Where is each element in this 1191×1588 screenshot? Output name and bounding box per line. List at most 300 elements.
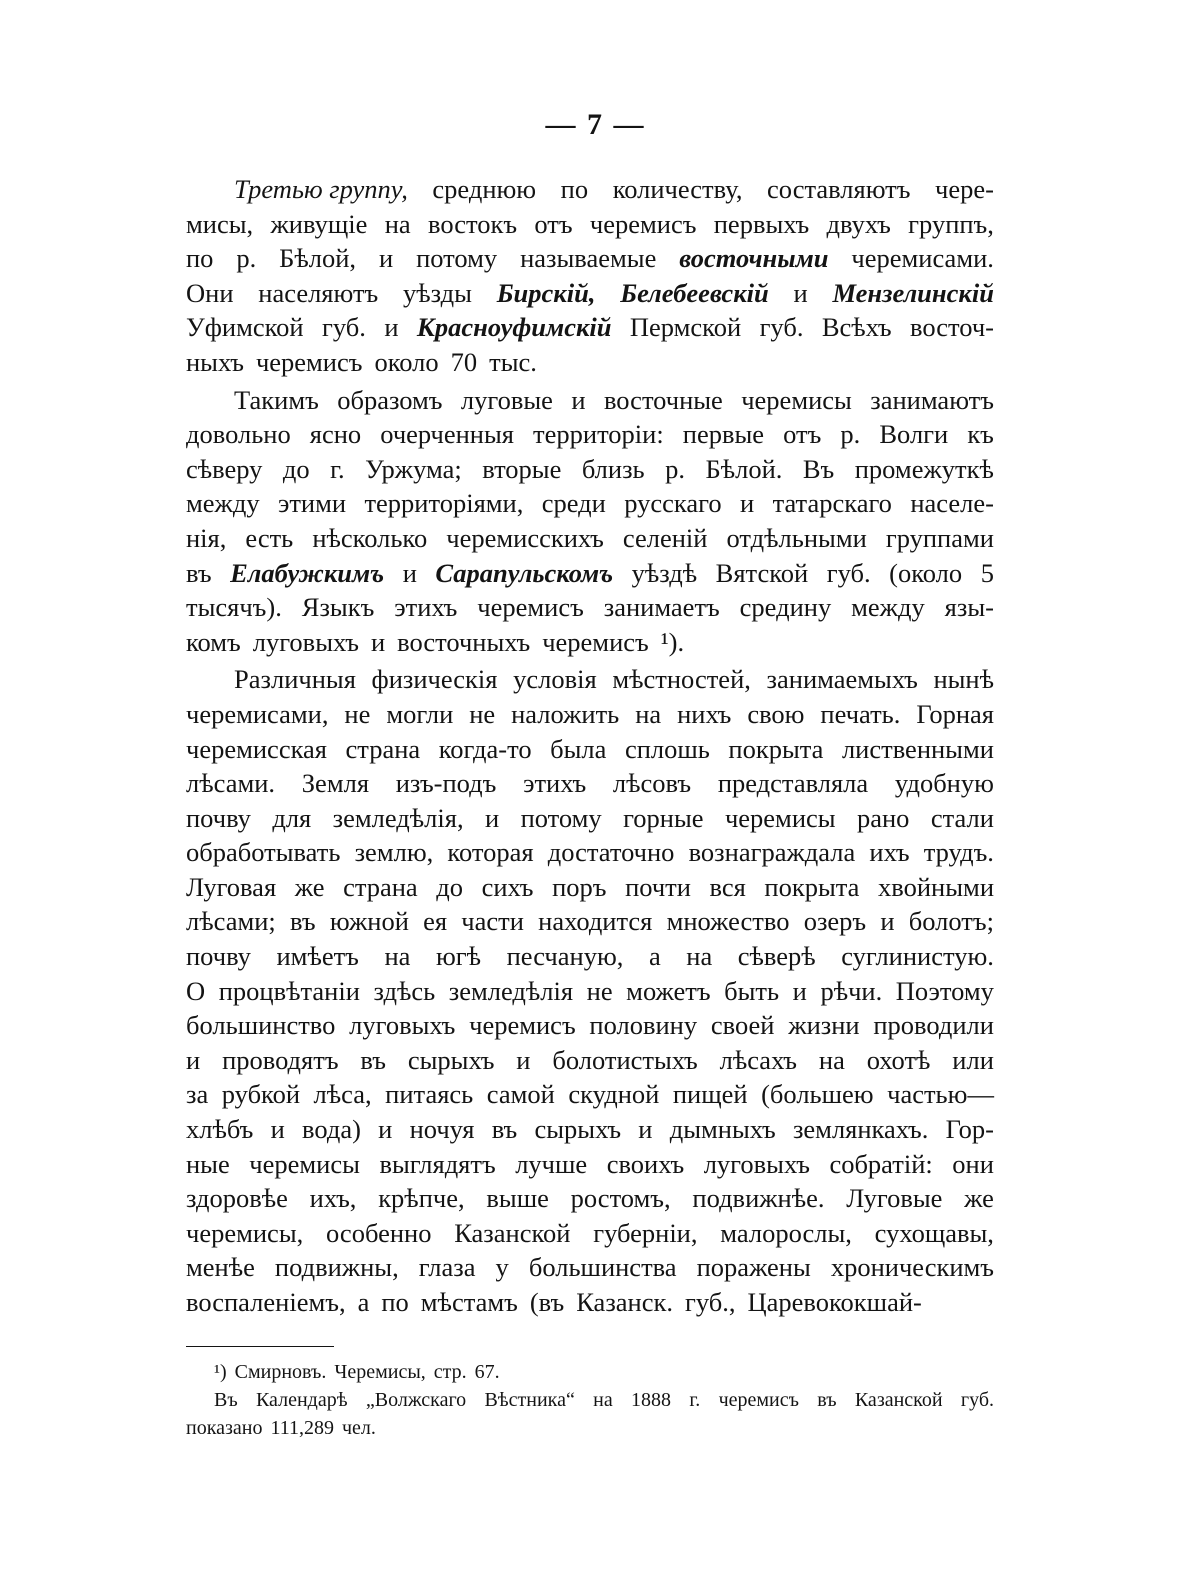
word: отъ bbox=[534, 208, 573, 239]
footnote-word: Смирновъ. bbox=[234, 1361, 327, 1383]
word: же bbox=[964, 1183, 994, 1214]
word: довольно bbox=[186, 419, 291, 450]
word: не bbox=[469, 698, 496, 729]
word: и bbox=[186, 1044, 201, 1075]
word: земледѣлія, bbox=[332, 802, 464, 833]
word: рубкой bbox=[221, 1079, 301, 1110]
word: черемисская bbox=[186, 733, 328, 764]
text-line bbox=[186, 590, 994, 625]
word: частью— bbox=[887, 1079, 994, 1110]
word: очерченныя bbox=[380, 419, 514, 450]
word: покрыта bbox=[728, 733, 824, 764]
word: рано bbox=[856, 802, 910, 833]
word: вода) bbox=[302, 1114, 361, 1145]
word: и bbox=[638, 1114, 653, 1145]
word: поражены bbox=[696, 1252, 811, 1283]
word: по bbox=[560, 174, 589, 204]
word: черемисъ bbox=[477, 592, 584, 623]
word: нихъ bbox=[677, 698, 732, 729]
word: изъ-подъ bbox=[395, 768, 497, 799]
word: губ. bbox=[322, 312, 366, 343]
text-line bbox=[186, 556, 994, 591]
word: черемисы bbox=[249, 1148, 360, 1179]
text-line bbox=[186, 1147, 994, 1182]
word: потому bbox=[416, 243, 498, 274]
word: Луговые bbox=[846, 1183, 943, 1214]
word: процвѣтаніи bbox=[218, 975, 360, 1006]
word: сырыхъ bbox=[534, 1114, 622, 1145]
word: Поэтому bbox=[895, 975, 994, 1006]
word: въ bbox=[186, 557, 212, 588]
word: песчаную, bbox=[506, 941, 624, 972]
word: Бѣлой, bbox=[279, 243, 357, 274]
word: ихъ bbox=[869, 837, 910, 868]
word: образомъ bbox=[337, 384, 443, 415]
text-line bbox=[186, 1112, 994, 1147]
word: глаза bbox=[418, 1252, 476, 1283]
footnote-word: 67. bbox=[474, 1361, 500, 1383]
word: они bbox=[952, 1148, 994, 1179]
footnote-divider bbox=[186, 1346, 334, 1347]
word: стали bbox=[930, 802, 994, 833]
word: Луговая bbox=[186, 871, 277, 902]
word: 70 bbox=[450, 346, 478, 377]
word: проводили bbox=[873, 1010, 994, 1041]
text-line bbox=[186, 1181, 994, 1216]
footnote-word: въ bbox=[817, 1389, 837, 1411]
word: питаясь bbox=[385, 1079, 474, 1110]
word: восточныхъ bbox=[397, 626, 531, 657]
word: р. bbox=[840, 419, 861, 450]
text-line bbox=[186, 1043, 994, 1078]
paragraph bbox=[186, 662, 994, 1319]
word: же bbox=[294, 871, 325, 902]
word: живущіе bbox=[270, 208, 368, 239]
text-line bbox=[186, 870, 994, 905]
word: Уржума; bbox=[365, 453, 462, 484]
word: малорослы, bbox=[720, 1217, 852, 1248]
word: луговыхъ bbox=[703, 1148, 810, 1179]
word: Белебеевскій bbox=[620, 277, 769, 308]
word: г. bbox=[330, 453, 345, 484]
word: на bbox=[384, 941, 411, 972]
word: восточными bbox=[679, 243, 829, 274]
word: мѣстностей, bbox=[612, 664, 751, 695]
footnotes bbox=[186, 1358, 994, 1442]
word: могли bbox=[386, 698, 454, 729]
word: ные bbox=[186, 1148, 230, 1179]
word: Они bbox=[186, 277, 234, 308]
word: уѣзды bbox=[403, 277, 472, 308]
word: по bbox=[186, 243, 214, 274]
word: ночуя bbox=[409, 1114, 475, 1145]
word: дымныхъ bbox=[669, 1114, 776, 1145]
word: 5 bbox=[980, 557, 994, 588]
word: Мензелинскій bbox=[832, 277, 994, 308]
word: не bbox=[586, 975, 613, 1006]
word: губ. bbox=[759, 312, 804, 343]
word: а bbox=[357, 1287, 370, 1317]
footnote-word: показано bbox=[186, 1417, 263, 1439]
word: Красноуфимскій bbox=[416, 312, 612, 343]
word: чере- bbox=[935, 174, 994, 204]
word: вся bbox=[709, 871, 746, 902]
word: на bbox=[384, 208, 411, 239]
word: крѣпче, bbox=[378, 1183, 465, 1214]
footnote-word: ¹) bbox=[214, 1361, 227, 1383]
footnote-word: стр. bbox=[433, 1361, 467, 1383]
word: лучше bbox=[515, 1148, 588, 1179]
word: первые bbox=[682, 419, 765, 450]
text-line bbox=[186, 697, 994, 732]
word: ныхъ bbox=[186, 346, 244, 377]
word: быть bbox=[724, 975, 780, 1006]
word: черемисъ bbox=[469, 1010, 576, 1041]
word: Третью группу, bbox=[234, 174, 408, 204]
word: покрыта bbox=[764, 871, 860, 902]
word: занимаемыхъ bbox=[766, 664, 918, 695]
word: луговые bbox=[460, 384, 553, 415]
footnote-word: 111,289 bbox=[270, 1417, 334, 1439]
word: болотистыхъ bbox=[552, 1044, 698, 1075]
word: двухъ bbox=[826, 208, 891, 239]
text-line bbox=[186, 662, 994, 697]
word: (въ bbox=[529, 1287, 565, 1317]
word: не bbox=[344, 698, 371, 729]
word: выглядятъ bbox=[379, 1148, 496, 1179]
word: вознаграждала bbox=[688, 837, 856, 868]
word: Въ bbox=[802, 453, 835, 484]
word: губ., bbox=[685, 1287, 736, 1317]
word: находится bbox=[538, 906, 653, 937]
word: когда-то bbox=[438, 733, 532, 764]
word: вторые bbox=[482, 453, 562, 484]
word: большинства bbox=[528, 1252, 677, 1283]
word: условія bbox=[513, 664, 597, 695]
text-line bbox=[186, 1414, 994, 1442]
text-line bbox=[186, 1285, 994, 1320]
word: Елабужкимъ bbox=[230, 557, 385, 588]
word: почву bbox=[186, 941, 251, 972]
footnote-word: губ. bbox=[960, 1389, 994, 1411]
text-line bbox=[186, 207, 994, 242]
word: здѣсь bbox=[373, 975, 436, 1006]
footnote-word: Казанской bbox=[854, 1389, 943, 1411]
word: и bbox=[270, 1114, 285, 1145]
word: восточные bbox=[603, 384, 723, 415]
word: Казанск. bbox=[576, 1287, 673, 1317]
word: по bbox=[381, 1287, 409, 1317]
word: Языкъ bbox=[301, 592, 375, 623]
word: Пермской bbox=[629, 312, 742, 343]
word: хлѣбъ bbox=[186, 1114, 254, 1145]
word: ихъ, bbox=[309, 1183, 357, 1214]
text-line bbox=[186, 310, 994, 345]
word: занимаютъ bbox=[870, 384, 994, 415]
word: и bbox=[880, 906, 895, 937]
word: черемисы bbox=[724, 802, 836, 833]
text-line bbox=[186, 1077, 994, 1112]
word: обработывать bbox=[186, 837, 341, 868]
word: есть bbox=[245, 522, 294, 553]
word: свою bbox=[747, 698, 805, 729]
text-line bbox=[186, 417, 994, 452]
word: въ bbox=[491, 1114, 518, 1145]
word: отъ bbox=[783, 419, 822, 450]
word: за bbox=[186, 1079, 209, 1110]
word: которая bbox=[447, 837, 534, 868]
text-line bbox=[186, 1358, 994, 1386]
word: и bbox=[571, 384, 586, 415]
word: Уфимской bbox=[186, 312, 304, 343]
word: югѣ bbox=[435, 941, 482, 972]
word: р. bbox=[236, 243, 257, 274]
word: большинство bbox=[186, 1010, 336, 1041]
word: и bbox=[378, 1114, 393, 1145]
word: мисы, bbox=[186, 208, 254, 239]
word: первыхъ bbox=[713, 208, 810, 239]
word: и bbox=[484, 802, 500, 833]
word: подвижнѣе. bbox=[692, 1183, 825, 1214]
word: особенно bbox=[326, 1217, 432, 1248]
word: (большею bbox=[761, 1079, 874, 1110]
word: количеству, bbox=[612, 174, 743, 204]
paragraph bbox=[186, 172, 994, 380]
word: землю, bbox=[354, 837, 434, 868]
word: можетъ bbox=[626, 975, 711, 1006]
word: проводятъ bbox=[222, 1044, 339, 1075]
word: къ bbox=[967, 419, 994, 450]
word: поръ bbox=[552, 871, 607, 902]
word: около bbox=[374, 346, 439, 377]
word: территоріи: bbox=[533, 419, 664, 450]
word: скудной bbox=[568, 1079, 660, 1110]
word: тысячъ). bbox=[186, 592, 282, 623]
word: половину bbox=[589, 1010, 698, 1041]
word: озеръ bbox=[803, 906, 867, 937]
word: Земля bbox=[301, 768, 370, 799]
word: губерніи, bbox=[593, 1217, 698, 1248]
word: черемисами. bbox=[851, 243, 994, 274]
word: въ bbox=[290, 906, 316, 937]
word: ¹). bbox=[660, 626, 685, 657]
word: территоріями, bbox=[364, 488, 524, 519]
word: потому bbox=[520, 802, 602, 833]
footnote-word: 1888 bbox=[631, 1389, 672, 1411]
word: этихъ bbox=[394, 592, 458, 623]
word: болотъ; bbox=[908, 906, 994, 937]
text-line bbox=[186, 1386, 994, 1414]
word: была bbox=[550, 733, 607, 764]
word: Царевококшай- bbox=[747, 1287, 922, 1317]
text-line bbox=[186, 241, 994, 276]
word: лѣса, bbox=[313, 1079, 372, 1110]
footnote-word: черемисъ bbox=[718, 1389, 799, 1411]
word: до bbox=[282, 453, 310, 484]
word: хроническимъ bbox=[830, 1252, 994, 1283]
word: у bbox=[495, 1252, 509, 1283]
word: или bbox=[952, 1044, 994, 1075]
word: рѣчи. bbox=[820, 975, 883, 1006]
word: страна bbox=[343, 871, 418, 902]
word: и bbox=[739, 488, 755, 519]
word: здоровѣе bbox=[186, 1183, 288, 1214]
text-line bbox=[186, 801, 994, 836]
word: страна bbox=[345, 733, 421, 764]
word: селеній bbox=[622, 522, 708, 553]
word: своихъ bbox=[606, 1148, 685, 1179]
word: трудъ. bbox=[923, 837, 994, 868]
word: Волги bbox=[879, 419, 949, 450]
word: сырыхъ bbox=[407, 1044, 495, 1075]
word: нѣсколько bbox=[312, 522, 428, 553]
word: Казанской bbox=[454, 1217, 571, 1248]
footnote-word: чел. bbox=[342, 1417, 376, 1439]
word: востокъ bbox=[427, 208, 518, 239]
word: близь bbox=[581, 453, 645, 484]
word: нія, bbox=[186, 522, 227, 553]
word: собратій: bbox=[829, 1148, 933, 1179]
word: луговыхъ bbox=[349, 1010, 456, 1041]
word: между bbox=[186, 488, 260, 519]
word: тыс. bbox=[489, 346, 537, 377]
text-line bbox=[186, 625, 994, 660]
text-line bbox=[186, 383, 994, 418]
word: Горная bbox=[916, 698, 994, 729]
word: менѣе bbox=[186, 1252, 255, 1283]
word: группъ, bbox=[908, 208, 994, 239]
word: среднюю bbox=[432, 174, 537, 204]
word: средину bbox=[739, 592, 832, 623]
word: промежуткѣ bbox=[854, 453, 994, 484]
word: до bbox=[436, 871, 464, 902]
text-line bbox=[186, 835, 994, 870]
word: Бѣлой. bbox=[705, 453, 783, 484]
word: черемисъ bbox=[542, 626, 649, 657]
word: представляла bbox=[717, 768, 869, 799]
word: воспаленіемъ, bbox=[186, 1287, 346, 1317]
word: Такимъ bbox=[234, 384, 319, 415]
word: (около bbox=[889, 557, 963, 588]
word: Всѣхъ bbox=[821, 312, 892, 343]
word: почву bbox=[186, 802, 251, 833]
word: и bbox=[384, 312, 399, 343]
text-line bbox=[186, 1216, 994, 1251]
word: этихъ bbox=[523, 768, 587, 799]
word: составляютъ bbox=[767, 174, 911, 204]
word: Вятской bbox=[715, 557, 809, 588]
word: хвойными bbox=[878, 871, 994, 902]
word: наложить bbox=[511, 698, 620, 729]
word: Сарапульскомъ bbox=[435, 557, 614, 588]
body-text bbox=[186, 172, 994, 1320]
page-number: — 7 — bbox=[545, 108, 646, 141]
word: комъ bbox=[186, 626, 241, 657]
word: черемисы bbox=[741, 384, 852, 415]
word: на bbox=[635, 698, 662, 729]
word: части bbox=[461, 906, 524, 937]
word: на bbox=[818, 1044, 845, 1075]
word: населе- bbox=[910, 488, 994, 519]
word: сѣверу bbox=[186, 453, 263, 484]
word: и bbox=[370, 626, 386, 657]
word: лѣсахъ bbox=[719, 1044, 798, 1075]
word: ясно bbox=[309, 419, 362, 450]
footnote-word: Въ bbox=[214, 1389, 238, 1411]
word: и bbox=[792, 975, 807, 1006]
word: среди bbox=[541, 488, 606, 519]
word: физическія bbox=[371, 664, 498, 695]
text-line bbox=[186, 486, 994, 521]
word: и bbox=[378, 243, 394, 274]
text-line bbox=[186, 904, 994, 939]
text-line bbox=[186, 974, 994, 1009]
word: нынѣ bbox=[933, 664, 994, 695]
text-line bbox=[186, 276, 994, 311]
word: уѣздѣ bbox=[631, 557, 698, 588]
word: луговыхъ bbox=[252, 626, 359, 657]
word: множество bbox=[666, 906, 790, 937]
word: язы- bbox=[944, 592, 994, 623]
word: охотѣ bbox=[866, 1044, 931, 1075]
word: черемисами, bbox=[186, 698, 329, 729]
text-line bbox=[186, 939, 994, 974]
text-line bbox=[186, 345, 994, 380]
footnote-word: Вѣстника“ bbox=[484, 1389, 575, 1411]
word: Бирскій, bbox=[496, 277, 596, 308]
word: Различныя bbox=[234, 664, 356, 695]
word: сихъ bbox=[481, 871, 534, 902]
word: группами bbox=[885, 522, 994, 553]
word: сплошь bbox=[624, 733, 710, 764]
word: выше bbox=[486, 1183, 549, 1214]
word: имѣетъ bbox=[276, 941, 359, 972]
footnote-word: Черемисы, bbox=[334, 1361, 426, 1383]
text-line bbox=[186, 1250, 994, 1285]
word: татарскаго bbox=[772, 488, 892, 519]
footnote-word: г. bbox=[689, 1389, 701, 1411]
word: удобную bbox=[894, 768, 994, 799]
word: лиственными bbox=[841, 733, 994, 764]
word: мѣстамъ bbox=[420, 1287, 518, 1317]
word: и bbox=[516, 1044, 531, 1075]
text-line bbox=[186, 452, 994, 487]
word: этими bbox=[277, 488, 347, 519]
word: русскаго bbox=[624, 488, 722, 519]
word: въ bbox=[360, 1044, 386, 1075]
word: а bbox=[648, 941, 661, 972]
word: лѣсовъ bbox=[612, 768, 692, 799]
word: занимаетъ bbox=[603, 592, 720, 623]
word: О bbox=[186, 975, 206, 1006]
word: отдѣльными bbox=[726, 522, 867, 553]
word: восточ- bbox=[910, 312, 994, 343]
footnote-word: на bbox=[593, 1389, 613, 1411]
word: своей bbox=[710, 1010, 775, 1041]
word: черемисы, bbox=[186, 1217, 304, 1248]
word: лѣсами. bbox=[186, 768, 276, 799]
word: черемисскихъ bbox=[446, 522, 604, 553]
word: черемисъ bbox=[255, 346, 363, 377]
word: жизни bbox=[788, 1010, 860, 1041]
word: называемые bbox=[520, 243, 657, 274]
word: лѣсами; bbox=[186, 906, 276, 937]
word: суглинистую. bbox=[841, 941, 994, 972]
footnote-word: Календарѣ bbox=[255, 1389, 348, 1411]
text-line bbox=[186, 521, 994, 556]
paragraph bbox=[186, 383, 994, 660]
word: черемисъ bbox=[589, 208, 697, 239]
